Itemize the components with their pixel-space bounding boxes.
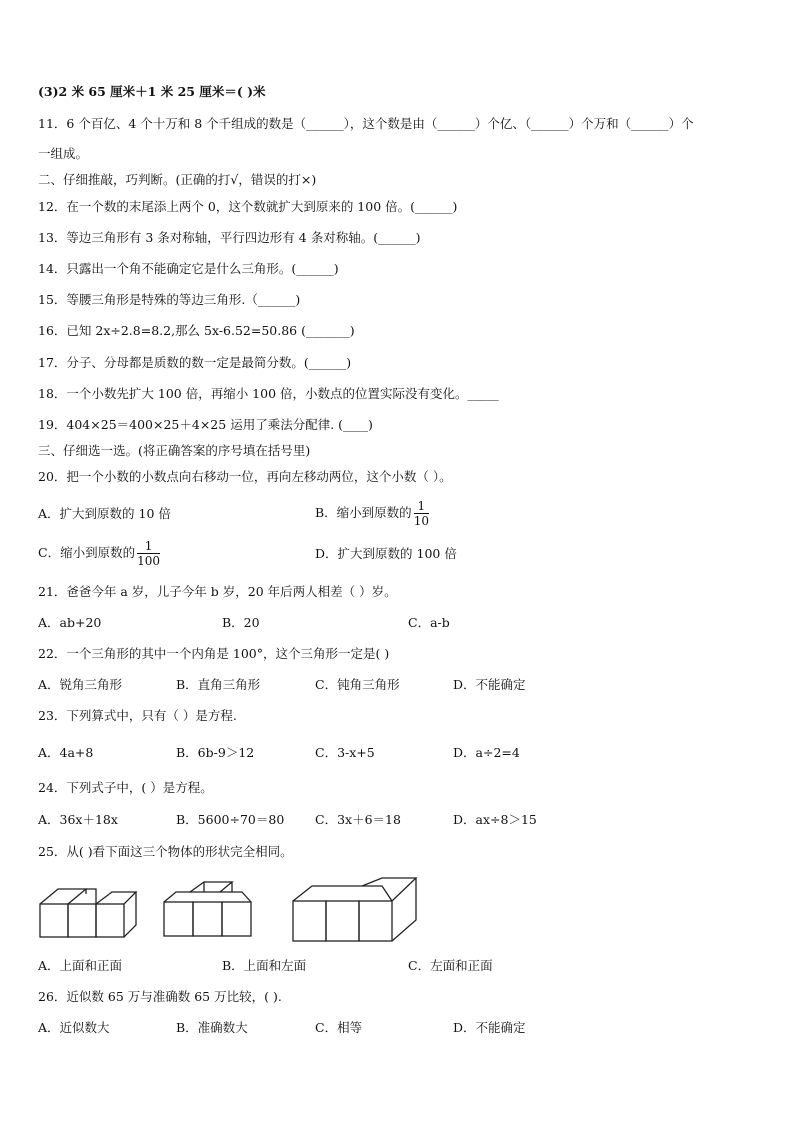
- option-26-a: A．近似数大: [38, 1020, 110, 1035]
- question-23: 23．下列算式中，只有（ ）是方程.: [38, 708, 237, 723]
- question-25: 25．从( )看下面这三个物体的形状完全相同。: [38, 844, 293, 859]
- section-3-heading: 三、仔细选一选。(将正确答案的序号填在括号里): [38, 443, 311, 458]
- option-22-d: D．不能确定: [453, 677, 526, 692]
- option-22-c: C．钝角三角形: [315, 677, 400, 692]
- option-24-a: A．36x＋18x: [38, 812, 118, 827]
- question-20: 20．把一个小数的小数点向右移动一位，再向左移动两位，这个小数（ ）。: [38, 469, 452, 484]
- option-26-d: D．不能确定: [453, 1020, 526, 1035]
- option-25-b: B．上面和左面: [222, 958, 307, 973]
- cube-figure-3: [290, 876, 420, 944]
- question-13: 13．等边三角形有 3 条对称轴，平行四边形有 4 条对称轴。(______): [38, 230, 421, 245]
- question-16: 16．已知 2x÷2.8=8.2,那么 5x-6.52=50.86 (_______): [38, 323, 355, 338]
- section-2-heading: 二、仔细推敲，巧判断。(正确的打√，错误的打×): [38, 172, 317, 187]
- option-20-b-text: B．缩小到原数的: [315, 505, 412, 520]
- option-21-c: C．a-b: [408, 615, 450, 630]
- option-20-c-text: C．缩小到原数的: [38, 545, 136, 560]
- option-25-a: A．上面和正面: [38, 958, 123, 973]
- option-21-a: A．ab+20: [38, 615, 102, 630]
- fraction-1-10: [414, 499, 429, 528]
- option-26-b: B．准确数大: [176, 1020, 248, 1035]
- option-23-b: B．6b-9＞12: [176, 745, 255, 760]
- option-21-b: B．20: [222, 615, 260, 630]
- line-sub3: (3)2 米 65 厘米＋1 米 25 厘米＝( )米: [38, 84, 266, 99]
- fraction-denominator: 10: [413, 514, 429, 528]
- question-18: 18．一个小数先扩大 100 倍，再缩小 100 倍，小数点的位置实际没有变化。_____: [38, 386, 499, 401]
- question-21: 21．爸爸今年 a 岁，儿子今年 b 岁，20 年后两人相差（ ）岁。: [38, 584, 397, 599]
- option-22-b: B．直角三角形: [176, 677, 261, 692]
- question-26: 26．近似数 65 万与准确数 65 万比较，( ).: [38, 989, 282, 1004]
- cube-figure-1: [38, 880, 138, 940]
- question-11: 11．6 个百亿、4 个十万和 8 个千组成的数是（______），这个数是由（______）个亿、（______）个万和（______）个: [38, 116, 694, 131]
- question-22: 22．一个三角形的其中一个内角是 100°，这个三角形一定是( ): [38, 646, 390, 661]
- option-20-d: D．扩大到原数的 100 倍: [315, 546, 457, 561]
- option-20-b: [315, 498, 429, 528]
- fraction-numerator: 1: [137, 539, 160, 554]
- option-23-d: D．a÷2=4: [453, 745, 520, 760]
- question-24: 24．下列式子中，( ）是方程。: [38, 780, 213, 795]
- option-25-c: C．左面和正面: [408, 958, 493, 973]
- fraction-1-100: [137, 539, 160, 568]
- option-20-a: A．扩大到原数的 10 倍: [38, 506, 171, 521]
- question-17: 17．分子、分母都是质数的数一定是最简分数。(______): [38, 355, 352, 370]
- question-12: 12．在一个数的末尾添上两个 0，这个数就扩大到原来的 100 倍。(______): [38, 199, 458, 214]
- fraction-numerator: 1: [414, 499, 429, 514]
- question-19: 19．404×25＝400×25＋4×25 运用了乘法分配律. (____): [38, 417, 373, 432]
- cube-figure-2: [162, 880, 267, 940]
- question-15: 15．等腰三角形是特殊的等边三角形.（______): [38, 292, 301, 307]
- question-11-cont: 一组成。: [38, 146, 89, 161]
- option-24-b: B．5600÷70＝80: [176, 812, 285, 827]
- option-22-a: A．锐角三角形: [38, 677, 123, 692]
- option-23-c: C．3-x+5: [315, 745, 375, 760]
- option-24-c: C．3x＋6＝18: [315, 812, 401, 827]
- option-20-c: [38, 538, 160, 568]
- question-14: 14．只露出一个角不能确定它是什么三角形。(______): [38, 261, 339, 276]
- option-23-a: A．4a+8: [38, 745, 94, 760]
- fraction-denominator: 100: [137, 554, 160, 568]
- option-26-c: C．相等: [315, 1020, 363, 1035]
- option-24-d: D．ax÷8＞15: [453, 812, 537, 827]
